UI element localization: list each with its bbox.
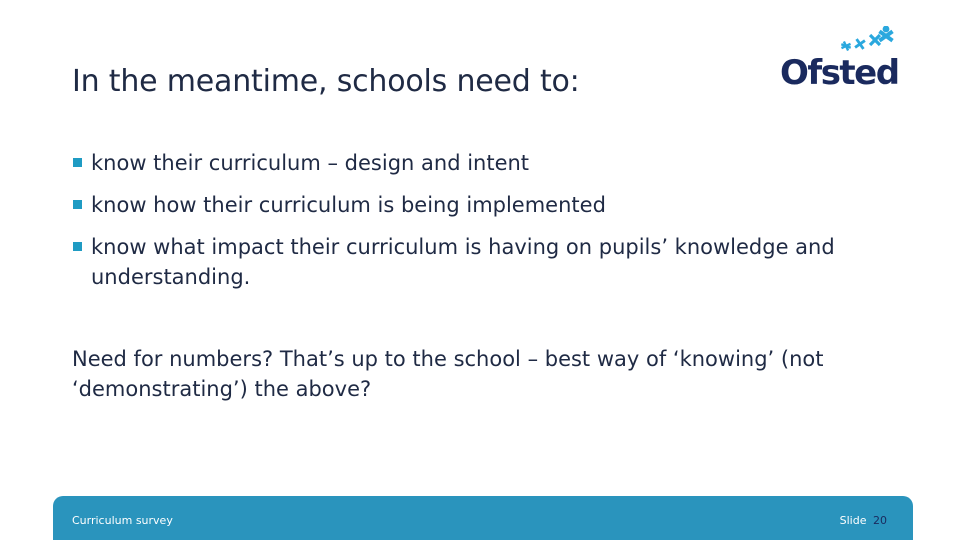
- square-bullet-icon: [73, 242, 82, 251]
- footer-bar: [53, 496, 913, 540]
- bullet-item: [72, 190, 892, 220]
- footer-label: Curriculum survey: [72, 514, 173, 527]
- bullet-list: [72, 148, 892, 304]
- bullet-item: [72, 232, 892, 292]
- slide-number: 20: [873, 514, 887, 527]
- slide-title: In the meantime, schools need to:: [72, 64, 580, 99]
- bullet-item: [72, 148, 892, 178]
- square-bullet-icon: [73, 158, 82, 167]
- logo-stars-icon: [832, 26, 896, 56]
- logo-wordmark: Ofsted: [780, 53, 899, 93]
- body-paragraph: Need for numbers? That’s up to the school – best way of ‘knowing’ (not ‘demonstrating’) the above?: [72, 347, 824, 401]
- slide-label: Slide: [839, 514, 867, 527]
- slide-number-indicator: [840, 514, 887, 527]
- square-bullet-icon: [73, 200, 82, 209]
- ofsted-logo: [776, 26, 900, 92]
- bullet-text: know how their curriculum is being implemented: [91, 193, 606, 217]
- bullet-text: know their curriculum – design and intent: [91, 151, 530, 175]
- bullet-text: know what impact their curriculum is having on pupils’ knowledge and understanding.: [91, 235, 835, 289]
